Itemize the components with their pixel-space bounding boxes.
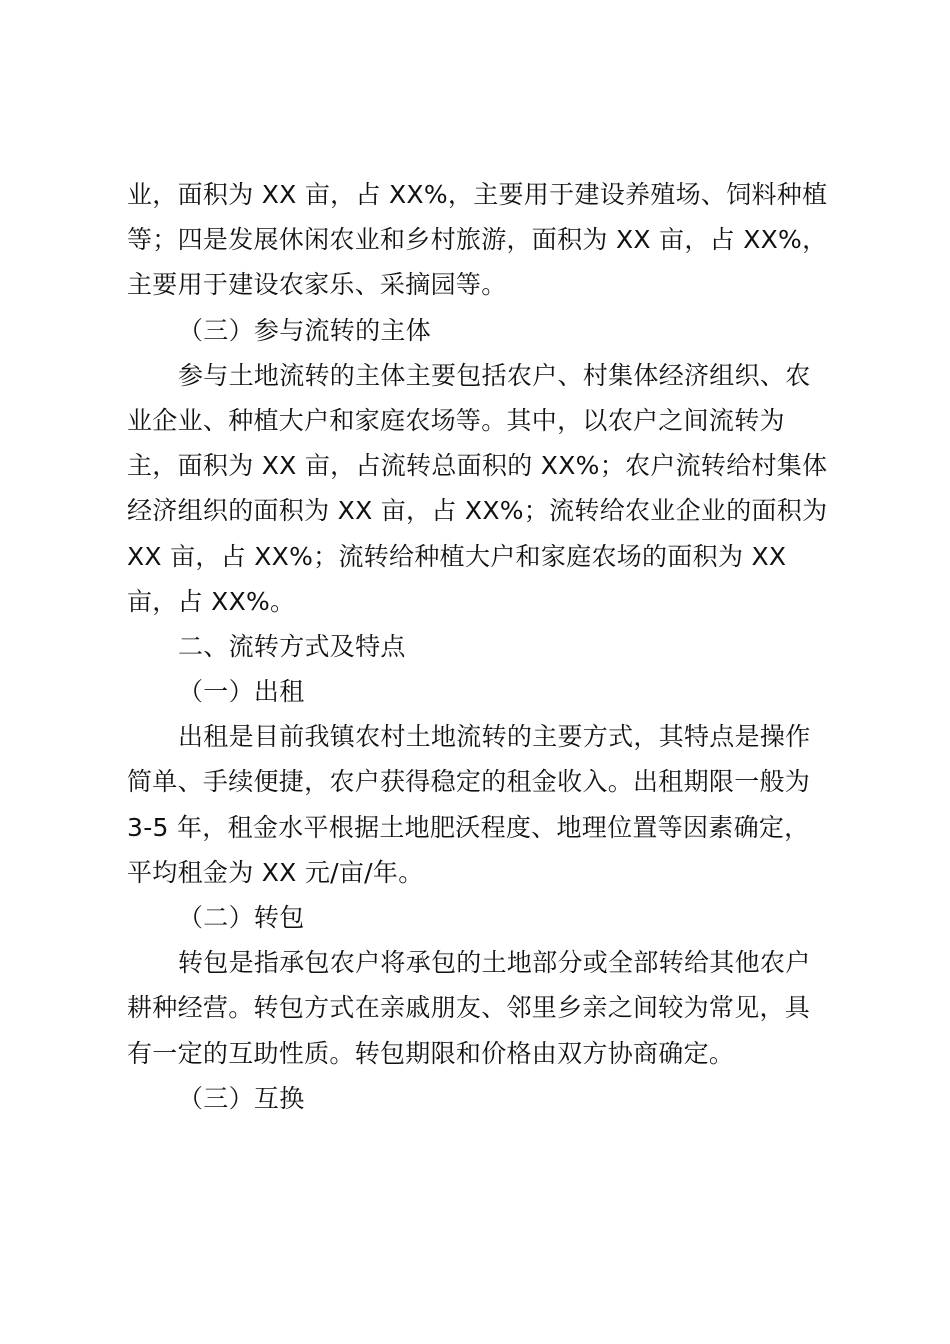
section-heading: （三）参与流转的主体	[178, 315, 432, 345]
paragraph-line: 亩，占 XX%。	[127, 586, 296, 616]
section-heading: 二、流转方式及特点	[178, 631, 406, 661]
subsection-heading: （二）转包	[178, 903, 305, 932]
subsection-heading: （三）互换	[178, 1083, 305, 1113]
paragraph-line: 业企业、种植大户和家庭农场等。其中，以农户之间流转为	[127, 405, 785, 435]
document-body	[127, 172, 827, 1121]
paragraph-line: 有一定的互助性质。转包期限和价格由双方协商确定。	[127, 1038, 735, 1068]
paragraph-line: 主要用于建设农家乐、采摘园等。	[127, 270, 507, 300]
paragraph-line: 3-5 年，租金水平根据土地肥沃程度、地理位置等因素确定，	[127, 812, 810, 842]
paragraph-line: 经济组织的面积为 XX 亩，占 XX%；流转给农业企业的面积为	[127, 496, 828, 526]
paragraph-line: 等；四是发展休闲农业和乡村旅游，面积为 XX 亩，占 XX%，	[127, 225, 828, 255]
paragraph-line: XX 亩，占 XX%；流转给种植大户和家庭农场的面积为 XX	[127, 541, 787, 571]
paragraph-line: 参与土地流转的主体主要包括农户、村集体经济组织、农	[178, 360, 811, 390]
paragraph-line: 业，面积为 XX 亩，占 XX%，主要用于建设养殖场、饲料种植	[127, 180, 828, 209]
paragraph-line: 耕种经营。转包方式在亲戚朋友、邻里乡亲之间较为常见，具	[127, 993, 811, 1023]
subsection-heading: （一）出租	[178, 677, 305, 707]
paragraph-line: 主，面积为 XX 亩，占流转总面积的 XX%；农户流转给村集体	[127, 451, 828, 481]
paragraph-line: 转包是指承包农户将承包的土地部分或全部转给其他农户	[178, 948, 811, 978]
paragraph-line: 出租是目前我镇农村土地流转的主要方式，其特点是操作	[178, 722, 811, 752]
paragraph-line: 平均租金为 XX 元/亩/年。	[127, 857, 424, 887]
paragraph-line: 简单、手续便捷，农户获得稳定的租金收入。出租期限一般为	[127, 767, 811, 797]
